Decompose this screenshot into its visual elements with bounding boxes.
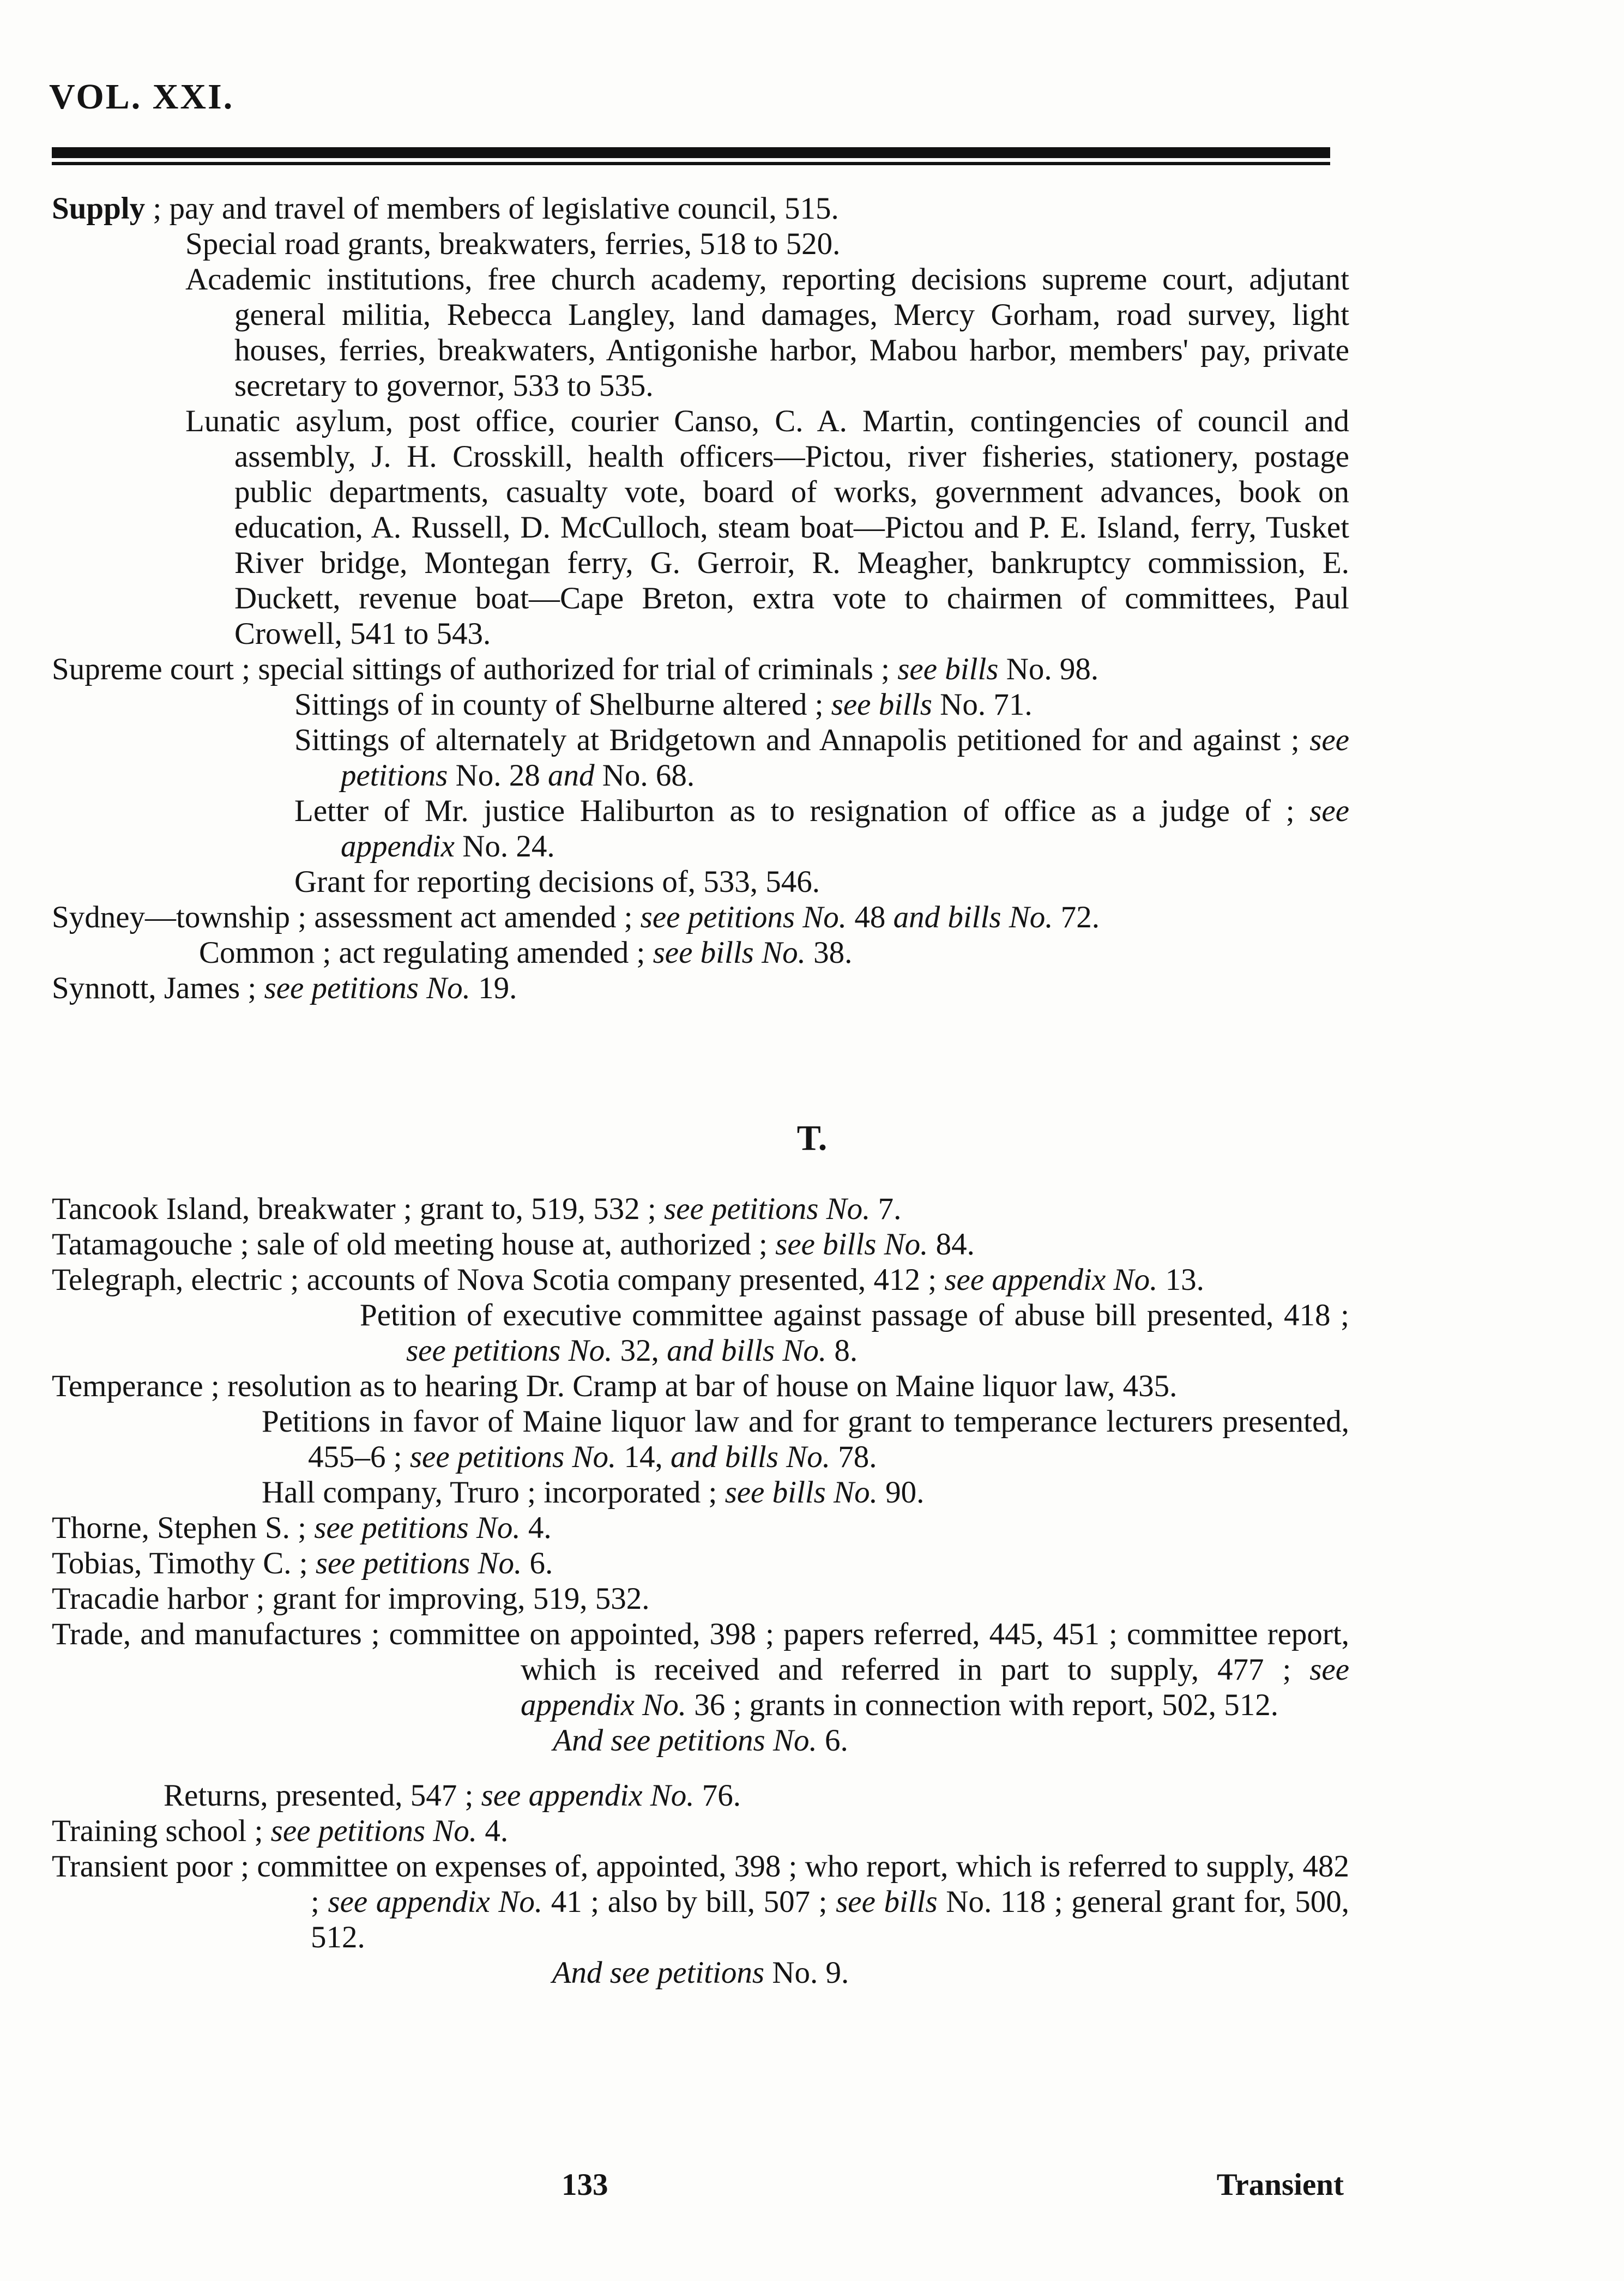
- index-entry: [52, 226, 1349, 262]
- entry-text: Thorne, Stephen S. ;: [52, 1511, 315, 1545]
- entry-text: 4.: [520, 1511, 552, 1545]
- italic-reference: see appendix No.: [944, 1263, 1158, 1297]
- entry-text: Telegraph, electric ; accounts of Nova Scotia company presented, 412 ;: [52, 1263, 945, 1297]
- entry-text: Common ; act regulating amended ;: [199, 936, 653, 970]
- italic-reference: and bills No.: [670, 1440, 830, 1474]
- italic-reference: see bills: [836, 1885, 938, 1919]
- index-entry: [52, 403, 1349, 651]
- index-entry: [52, 1723, 1349, 1758]
- entry-text: No. 9.: [764, 1956, 849, 1990]
- index-entry: [52, 1955, 1349, 1990]
- entry-text: Supreme court ; special sittings of authorized for trial of criminals ;: [52, 652, 898, 686]
- entry-text: Lunatic asylum, post office, courier Canso, C. A. Martin, contingencies of council and assembly, J. H. Crosskill, health officers—Pictou, river fisheries, stationery, postage public departments, casualty vote, board of works, government advances, book on education, A. Russell, D. McCulloch, steam boat—Pictou and P. E. Island, ferry, Tusket River bridge, Montegan ferry, G. Gerroir, R. Meagher, bankruptcy commission, E. Duckett, revenue boat—Cape Breton, extra vote to chairmen of committees, Paul Crowell, 541 to 543.: [185, 404, 1349, 651]
- italic-reference: see petitions No.: [264, 971, 470, 1005]
- entry-text: Tobias, Timothy C. ;: [52, 1546, 316, 1580]
- italic-reference: And see petitions No.: [553, 1723, 817, 1758]
- entry-text: ; pay and travel of members of legislative council, 515.: [145, 191, 839, 226]
- italic-reference: see bills No.: [653, 936, 806, 970]
- index-entry: [52, 1262, 1349, 1298]
- entry-text: Transient poor ; committee on expenses of, appointed, 398 ; who report, which is referred to supply, 482 ;: [52, 1849, 1349, 1919]
- entry-text: No. 24.: [454, 829, 555, 864]
- entry-text: Letter of Mr. justice Haliburton as to resignation of office as a judge of ;: [294, 794, 1310, 828]
- header-rule-thick: [52, 147, 1330, 158]
- italic-reference: see appendix No.: [481, 1778, 695, 1813]
- entry-text: Grant for reporting decisions of, 533, 546.: [294, 865, 820, 899]
- italic-reference: see bills: [831, 687, 932, 722]
- catchword: Transient: [1216, 2168, 1344, 2202]
- entry-text: Special road grants, breakwaters, ferries, 518 to 520.: [185, 227, 841, 261]
- entry-text: No. 28: [448, 758, 548, 793]
- entry-text: 84.: [928, 1227, 975, 1262]
- index-entry: [52, 1546, 1349, 1581]
- italic-reference: see bills No.: [725, 1475, 878, 1510]
- italic-reference: see appendix No.: [328, 1885, 543, 1919]
- index-entry: [52, 1778, 1349, 1813]
- index-entry: [52, 687, 1349, 722]
- index-entry: [52, 1581, 1349, 1616]
- entry-text: Returns, presented, 547 ;: [164, 1778, 481, 1813]
- index-entry: [52, 191, 1349, 226]
- italic-reference: see petitions No.: [664, 1192, 871, 1226]
- section-letter-t: T.: [796, 1118, 828, 1158]
- italic-reference: see petitions No.: [406, 1333, 613, 1368]
- index-entry: [52, 1849, 1349, 1955]
- italic-reference: and bills No.: [667, 1333, 827, 1368]
- entry-text: Synnott, James ;: [52, 971, 264, 1005]
- entry-text: 13.: [1157, 1263, 1204, 1297]
- entry-text: Tancook Island, breakwater ; grant to, 519, 532 ;: [52, 1192, 665, 1226]
- italic-reference: see petitions No.: [270, 1814, 478, 1848]
- entry-text: 6.: [522, 1546, 553, 1580]
- entry-text: 48: [847, 900, 893, 934]
- volume-heading: VOL. XXI.: [49, 77, 234, 117]
- italic-reference: and: [548, 758, 595, 793]
- entry-text: Academic institutions, free church academy, reporting decisions supreme court, adjutant general militia, Rebecca Langley, land damages, Mercy Gorham, road survey, light houses, ferries, breakwaters, Antigonishe harbor, Mabou harbor, members' pay, private secretary to governor, 533 to 535.: [185, 262, 1349, 403]
- index-entry: [52, 1510, 1349, 1546]
- entry-text: Hall company, Truro ; incorporated ;: [262, 1475, 725, 1510]
- italic-reference: see petitions No.: [409, 1440, 617, 1474]
- entry-text: 7.: [870, 1192, 902, 1226]
- index-entry: [52, 1227, 1349, 1262]
- entry-text: 36 ; grants in connection with report, 502, 512.: [686, 1688, 1278, 1722]
- italic-reference: see petitions: [341, 723, 1349, 793]
- index-entry: [52, 1368, 1349, 1404]
- index-entry: [52, 1616, 1349, 1723]
- entry-text: Tracadie harbor ; grant for improving, 519, 532.: [52, 1582, 650, 1616]
- entry-text: Petitions in favor of Maine liquor law and for grant to temperance lecturers presented, 455–6 ;: [262, 1404, 1349, 1474]
- entry-text: 38.: [805, 936, 853, 970]
- italic-reference: see bills No.: [775, 1227, 928, 1262]
- index-entry: [52, 1475, 1349, 1510]
- entry-text: 41 ; also by bill, 507 ;: [542, 1885, 836, 1919]
- italic-reference: and bills No.: [893, 900, 1053, 934]
- index-section-s: [52, 191, 1349, 1006]
- italic-reference: see petitions No.: [315, 1546, 522, 1580]
- entry-text: Sittings of alternately at Bridgetown and Annapolis petitioned for and against ;: [294, 723, 1310, 757]
- entry-text: 90.: [877, 1475, 925, 1510]
- entry-text: Temperance ; resolution as to hearing Dr. Cramp at bar of house on Maine liquor law, 435.: [52, 1369, 1178, 1403]
- index-entry: [52, 970, 1349, 1006]
- entry-text: Training school ;: [52, 1814, 271, 1848]
- index-entry: [52, 900, 1349, 935]
- entry-text: Supply: [52, 191, 146, 226]
- entry-text: 8.: [826, 1333, 858, 1368]
- index-entry: [52, 262, 1349, 403]
- italic-reference: see bills: [897, 652, 999, 686]
- entry-text: No. 71.: [932, 687, 1033, 722]
- italic-reference: And see petitions: [552, 1956, 765, 1990]
- entry-text: No. 98.: [998, 652, 1099, 686]
- index-entry: [52, 793, 1349, 864]
- entry-text: 19.: [470, 971, 517, 1005]
- entry-text: 4.: [477, 1814, 509, 1848]
- page-number: 133: [562, 2168, 608, 2202]
- index-entry: [52, 1191, 1349, 1227]
- index-section-t: [52, 1191, 1349, 1990]
- index-entry: [52, 1404, 1349, 1475]
- italic-reference: see petitions No.: [640, 900, 847, 934]
- index-entry: [52, 1298, 1349, 1368]
- italic-reference: see appendix: [341, 794, 1349, 864]
- entry-text: 78.: [830, 1440, 877, 1474]
- index-entry: [52, 864, 1349, 900]
- index-entry: [52, 651, 1349, 687]
- index-entry: [52, 1813, 1349, 1849]
- entry-text: 32,: [612, 1333, 667, 1368]
- entry-text: No. 68.: [594, 758, 695, 793]
- entry-text: Sittings of in county of Shelburne altered ;: [294, 687, 831, 722]
- entry-text: 76.: [694, 1778, 741, 1813]
- entry-text: Sydney—township ; assessment act amended ;: [52, 900, 641, 934]
- entry-text: 72.: [1053, 900, 1100, 934]
- entry-text: Petition of executive committee against passage of abuse bill presented, 418 ;: [360, 1298, 1349, 1332]
- entry-text: No. 118 ; general grant for, 500, 512.: [311, 1885, 1349, 1954]
- header-rule-thin: [52, 162, 1330, 165]
- index-entry: [52, 722, 1349, 793]
- entry-text: 6.: [817, 1723, 848, 1758]
- entry-text: Tatamagouche ; sale of old meeting house at, authorized ;: [52, 1227, 776, 1262]
- entry-text: 14,: [616, 1440, 671, 1474]
- italic-reference: see appendix No.: [521, 1652, 1349, 1722]
- entry-text: Trade, and manufactures ; committee on appointed, 398 ; papers referred, 445, 451 ; committee report, which is received and referred in part to supply, 477 ;: [52, 1617, 1349, 1687]
- index-entry: [52, 935, 1349, 970]
- italic-reference: see petitions No.: [314, 1511, 521, 1545]
